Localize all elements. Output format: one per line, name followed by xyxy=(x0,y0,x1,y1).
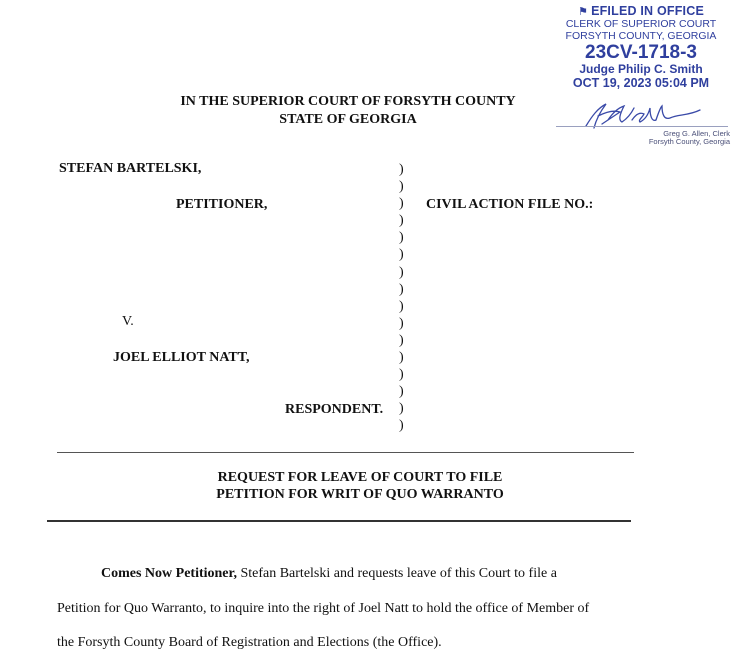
clerk-name-block xyxy=(649,130,730,146)
body-line-2: Petition for Quo Warranto, to inquire into the right of Joel Natt to hold the office of Member of xyxy=(57,601,590,616)
clerk-county: Forsyth County, Georgia xyxy=(648,137,730,146)
clerk-line: CLERK OF SUPERIOR COURT xyxy=(565,18,717,30)
petitioner-role: PETITIONER, xyxy=(176,197,268,212)
document-title-line1: REQUEST FOR LEAVE OF COURT TO FILE xyxy=(217,470,503,485)
caption-parenthesis: ) xyxy=(399,332,404,348)
clerk-name: Greg G. Allen, Clerk xyxy=(663,129,730,138)
caption-parenthesis: ) xyxy=(399,230,404,246)
document-title-line2: PETITION FOR WRIT OF QUO WARRANTO xyxy=(216,487,504,502)
caption-parenthesis: ) xyxy=(399,401,404,417)
filing-date: OCT 19, 2023 05:04 PM xyxy=(572,76,710,90)
document-title xyxy=(150,469,570,503)
petitioner-name: STEFAN BARTELSKI, xyxy=(59,161,202,176)
caption-parenthesis: ) xyxy=(399,247,404,263)
civil-action-file-no: CIVIL ACTION FILE NO.: xyxy=(426,197,594,212)
caption-parenthesis: ) xyxy=(399,281,404,297)
efiled-title xyxy=(548,4,734,18)
body-line-3: the Forsyth County Board of Registration and Elections (the Office). xyxy=(57,635,442,650)
efiled-title-text: EFILED IN OFFICE xyxy=(591,4,704,18)
caption-parenthesis: ) xyxy=(399,196,404,212)
efiled-stamp xyxy=(548,4,734,90)
caption-parenthesis: ) xyxy=(399,179,404,195)
caption-parenthesis: ) xyxy=(399,162,404,177)
court-name: IN THE SUPERIOR COURT OF FORSYTH COUNTY xyxy=(180,94,516,109)
court-heading xyxy=(130,93,566,129)
caption-parenthesis: ) xyxy=(399,418,404,434)
flag-icon: ⚑ xyxy=(578,6,589,18)
caption-parenthesis: ) xyxy=(399,264,404,280)
caption-parenthesis: ) xyxy=(399,298,404,314)
judge-name: Judge Philip C. Smith xyxy=(579,62,703,76)
respondent-role: RESPONDENT. xyxy=(285,402,384,417)
versus-label: V. xyxy=(122,314,134,329)
court-state: STATE OF GEORGIA xyxy=(279,112,417,127)
caption-parenthesis: ) xyxy=(399,315,404,331)
respondent-name: JOEL ELLIOT NATT, xyxy=(113,350,250,365)
caption-parenthesis: ) xyxy=(399,213,404,229)
caption-parenthesis: ) xyxy=(399,350,404,366)
caption-parenthesis: ) xyxy=(399,384,404,400)
clerk-signature-area xyxy=(548,98,734,144)
caption-parenthesis-column xyxy=(399,161,404,435)
signature-line xyxy=(556,126,728,127)
caption-divider-bottom xyxy=(47,520,631,522)
body-line-1-rest: Stefan Bartelski and requests leave of this Court to file a xyxy=(236,566,557,581)
caption-divider-top xyxy=(57,452,634,453)
body-lead: Comes Now Petitioner, xyxy=(101,566,237,581)
county-line: FORSYTH COUNTY, GEORGIA xyxy=(565,30,717,42)
body-line-1 xyxy=(101,566,557,582)
case-number: 23CV-1718-3 xyxy=(585,42,697,63)
caption-parenthesis: ) xyxy=(399,367,404,383)
